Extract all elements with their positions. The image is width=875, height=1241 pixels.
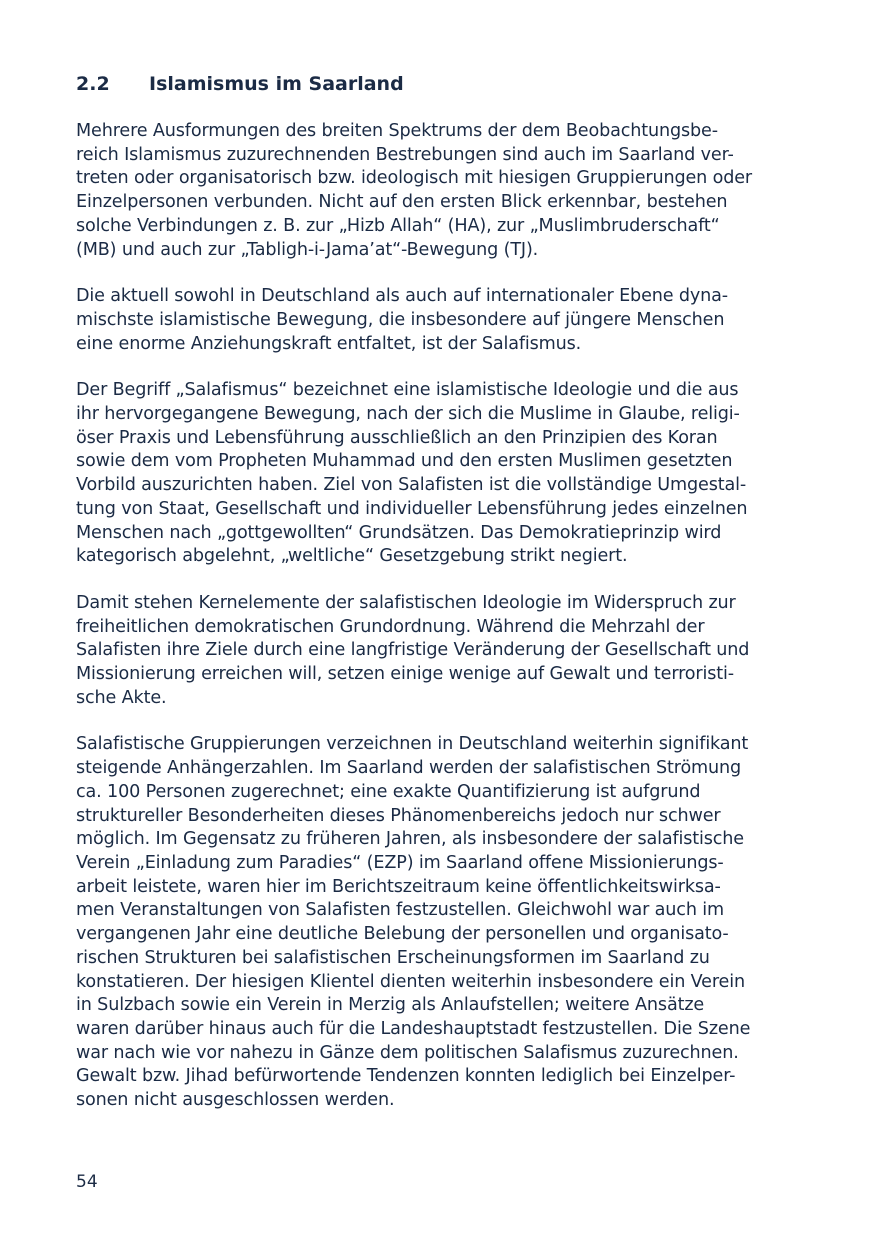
text-line: Gewalt bzw. Jihad befürwortende Tendenzen konnten lediglich bei Einzelper-: [76, 1066, 736, 1087]
text-line: rischen Strukturen bei salafistischen Erscheinungsformen im Saarland zu: [76, 947, 710, 968]
text-line: steigende Anhängerzahlen. Im Saarland werden der salafistischen Strömung: [76, 758, 742, 779]
text-line: Verein „Einladung zum Paradies“ (EZP) im Saarland offene Missionierungs-: [76, 852, 724, 873]
text-line: eine enorme Anziehungskraft entfaltet, ist der Salafismus.: [76, 333, 582, 354]
text-line: Missionierung erreichen will, setzen einige wenige auf Gewalt und terroristi-: [76, 664, 734, 685]
text-line: Vorbild auszurichten haben. Ziel von Salafisten ist die vollständige Umgestal-: [76, 475, 747, 496]
text-line: Die aktuell sowohl in Deutschland als auch auf internationaler Ebene dyna-: [76, 286, 728, 307]
text-line: war nach wie vor nahezu in Gänze dem politischen Salafismus zuzurechnen.: [76, 1042, 739, 1063]
section-number: 2.2: [76, 73, 110, 95]
text-line: Salafistische Gruppierungen verzeichnen in Deutschland weiterhin signifikant: [76, 734, 749, 755]
text-line: Menschen nach „gottgewollten“ Grundsätzen. Das Demokratieprinzip wird: [76, 522, 722, 543]
paragraph-3: [76, 379, 796, 569]
paragraph-1: [76, 120, 796, 262]
text-line: mischste islamistische Bewegung, die insbesondere auf jüngere Menschen: [76, 309, 725, 330]
text-line: freiheitlichen demokratischen Grundordnung. Während die Mehrzahl der: [76, 616, 705, 637]
text-line: ca. 100 Personen zugerechnet; eine exakte Quantifizierung ist aufgrund: [76, 781, 701, 802]
text-line: ihr hervorgegangene Bewegung, nach der sich die Muslime in Glaube, religi-: [76, 404, 740, 425]
text-line: öser Praxis und Lebensführung ausschließlich an den Prinzipien des Koran: [76, 427, 718, 448]
paragraph-4: [76, 592, 796, 711]
text-line: sowie dem vom Propheten Muhammad und den ersten Muslimen gesetzten: [76, 451, 733, 472]
page-number: 54: [76, 1172, 98, 1192]
text-line: (MB) und auch zur „Tabligh-i-Jama’at“-Bewegung (TJ).: [76, 239, 539, 260]
text-line: arbeit leistete, waren hier im Berichtszeitraum keine öffentlichkeitswirksa-: [76, 876, 721, 897]
body-text: [76, 120, 796, 1136]
text-line: waren darüber hinaus auch für die Landeshauptstadt festzustellen. Die Szene: [76, 1018, 751, 1039]
paragraph-2: [76, 285, 796, 356]
text-line: sonen nicht ausgeschlossen werden.: [76, 1090, 395, 1111]
text-line: möglich. Im Gegensatz zu früheren Jahren, als insbesondere der salafistische: [76, 829, 744, 850]
text-line: konstatieren. Der hiesigen Klientel dienten weiterhin insbesondere ein Verein: [76, 971, 745, 992]
text-line: Damit stehen Kernelemente der salafistischen Ideologie im Widerspruch zur: [76, 592, 736, 613]
text-line: reich Islamismus zuzurechnenden Bestrebungen sind auch im Saarland ver-: [76, 144, 734, 165]
text-line: men Veranstaltungen von Salafisten festzustellen. Gleichwohl war auch im: [76, 900, 724, 921]
section-title: Islamismus im Saarland: [149, 73, 404, 95]
text-line: Salafisten ihre Ziele durch eine langfristige Veränderung der Gesellschaft und: [76, 640, 750, 661]
text-line: tung von Staat, Gesellschaft und individueller Lebensführung jedes einzelnen: [76, 498, 748, 519]
paragraph-5: [76, 733, 796, 1112]
text-line: treten oder organisatorisch bzw. ideologisch mit hiesigen Gruppierungen oder: [76, 168, 753, 189]
text-line: kategorisch abgelehnt, „weltliche“ Gesetzgebung strikt negiert.: [76, 546, 628, 567]
text-line: vergangenen Jahr eine deutliche Belebung der personellen und organisato-: [76, 924, 729, 945]
text-line: Der Begriff „Salafismus“ bezeichnet eine islamistische Ideologie und die aus: [76, 380, 739, 401]
text-line: struktureller Besonderheiten dieses Phänomenbereichs jedoch nur schwer: [76, 805, 721, 826]
text-line: solche Verbindungen z. B. zur „Hizb Allah“ (HA), zur „Muslimbruderschaft“: [76, 215, 720, 236]
text-line: in Sulzbach sowie ein Verein in Merzig als Anlaufstellen; weitere Ansätze: [76, 995, 705, 1016]
text-line: sche Akte.: [76, 687, 167, 708]
section-heading: [76, 70, 404, 98]
text-line: Einzelpersonen verbunden. Nicht auf den ersten Blick erkennbar, bestehen: [76, 192, 728, 213]
text-line: Mehrere Ausformungen des breiten Spektrums der dem Beobachtungsbe-: [76, 121, 718, 141]
